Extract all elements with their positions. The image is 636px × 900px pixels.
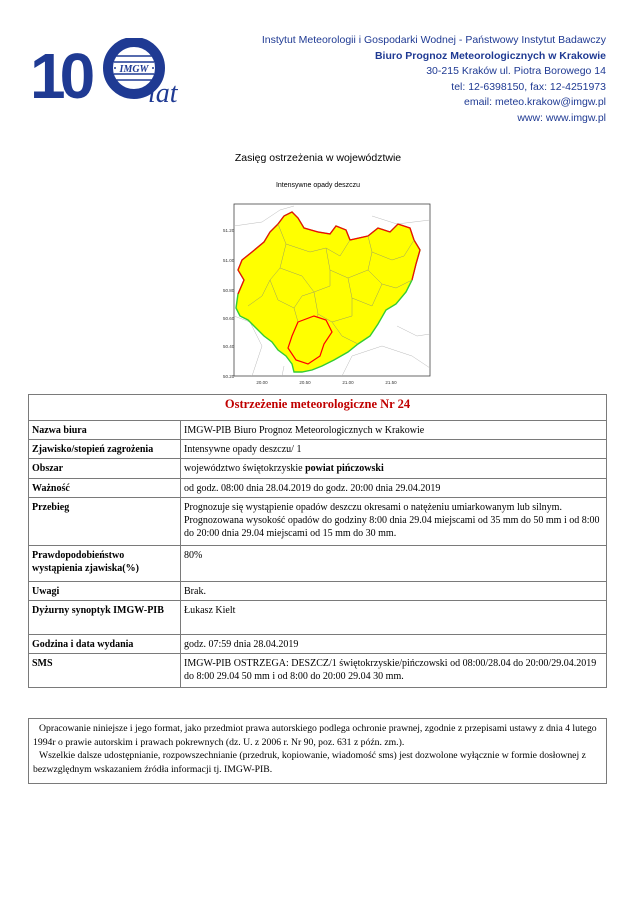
row-value-phenomenon: Intensywne opady deszczu/ 1	[181, 440, 607, 459]
warning-title-row	[29, 395, 607, 421]
row-label-issued: Godzina i data wydania	[29, 635, 181, 654]
table-row	[29, 478, 607, 497]
row-value-issued: godz. 07:59 dnia 28.04.2019	[181, 635, 607, 654]
logo-text-100	[30, 40, 93, 110]
area-voivodeship: województwo świętokrzyskie	[184, 463, 303, 475]
table-row	[29, 635, 607, 654]
row-value-remarks: Brak.	[181, 581, 607, 600]
warning-table	[28, 394, 607, 688]
office-name: Biuro Prognoz Meteorologicznych w Krakowie	[374, 49, 606, 62]
table-row	[29, 601, 607, 635]
copyright-paragraph-2: Wszelkie dalsze udostępnianie, rozpowszechnianie (przedruk, kopiowanie, wiadomość sms) jest dozwolone wyłącznie w formie dosłownej z bezwzględnym wskazaniem źródła informacji tj. IMGW-PIB.	[33, 750, 586, 775]
svg-text:50.60: 50.60	[223, 316, 235, 321]
row-label-remarks: Uwagi	[29, 581, 181, 600]
svg-text:10: 10	[30, 40, 90, 110]
email: email: meteo.krakow@imgw.pl	[464, 96, 606, 109]
table-row	[29, 421, 607, 440]
row-label-course: Przebieg	[29, 497, 181, 545]
warning-region-map	[222, 196, 434, 386]
row-label-forecaster: Dyżurny synoptyk IMGW-PIB	[29, 601, 181, 635]
row-value-office: IMGW-PIB Biuro Prognoz Meteorologicznych w Krakowie	[181, 421, 607, 440]
institute-name: Instytut Meteorologii i Gospodarki Wodnej - Państwowy Instytut Badawczy	[261, 34, 606, 46]
svg-text:20.50: 20.50	[299, 380, 311, 385]
logo-lat-text: lat	[148, 78, 178, 109]
row-label-phenomenon: Zjawisko/stopień zagrożenia	[29, 440, 181, 459]
map-title: Zasięg ostrzeżenia w województwie	[234, 152, 402, 164]
institute-header	[262, 33, 606, 127]
row-value-area	[181, 459, 607, 478]
row-value-sms: IMGW-PIB OSTRZEGA: DESZCZ/1 świętokrzyskie/pińczowski od 08:00/28.04 do 20:00/29.04.2019 do 8:00 29.04 50 mm i od 8:00 do 20:00 29.04 30 mm.	[181, 654, 607, 688]
table-row	[29, 545, 607, 581]
row-label-office: Nazwa biura	[29, 421, 181, 440]
table-row	[29, 440, 607, 459]
table-row	[29, 581, 607, 600]
map-subtitle: Intensywne opady deszczu	[275, 182, 361, 189]
row-value-validity: od godz. 08:00 dnia 28.04.2019 do godz. 20:00 dnia 29.04.2019	[181, 478, 607, 497]
svg-text:21.50: 21.50	[385, 380, 397, 385]
svg-text:50.40: 50.40	[223, 344, 235, 349]
svg-text:50.20: 50.20	[223, 374, 235, 379]
table-row	[29, 497, 607, 545]
row-label-sms: SMS	[29, 654, 181, 688]
svg-text:51.20: 51.20	[223, 228, 235, 233]
website: www: www.imgw.pl	[517, 111, 606, 124]
latitude-tick-labels	[223, 228, 235, 379]
area-county: powiat pińczowski	[305, 463, 384, 475]
svg-text:51.00: 51.00	[223, 258, 235, 263]
row-value-course: Prognozuje się wystąpienie opadów deszczu okresami o natężeniu umiarkowanym lub silnym. Prognozowana wysokość opadów do godziny 8:00 dnia 29.04 miejscami od 35 mm do 50 mm i od 8:00 do 20:00 dnia 29.04 miejscami od 15 mm do 30 mm.	[181, 497, 607, 545]
row-label-validity: Ważność	[29, 478, 181, 497]
row-value-forecaster: Łukasz Kielt	[181, 601, 607, 635]
svg-text:21.00: 21.00	[342, 380, 354, 385]
row-value-probability: 80%	[181, 545, 607, 581]
row-label-probability: Prawdopodobieństwo wystąpienia zjawiska(%)	[29, 545, 181, 581]
svg-text:50.80: 50.80	[223, 288, 235, 293]
warning-title: Ostrzeżenie meteorologiczne Nr 24	[29, 395, 607, 421]
copyright-notice	[28, 718, 607, 784]
address: 30-215 Kraków ul. Piotra Borowego 14	[426, 65, 606, 78]
table-row	[29, 654, 607, 688]
imgw-100-years-logo	[30, 38, 190, 110]
row-label-area: Obszar	[29, 459, 181, 478]
table-row	[29, 459, 607, 478]
logo-ring-text: IMGW	[119, 64, 149, 75]
longitude-tick-labels	[256, 380, 397, 385]
copyright-paragraph-1: Opracowanie niniejsze i jego format, jako przedmiot prawa autorskiego podlega ochronie prawnej, zgodnie z przepisami ustawy z dnia 4 lutego 1994r o prawie autorskim i prawach pokrewnych (dz. U. z 2006 r. Nr 90, poz. 631 z późn. zm.).	[33, 723, 597, 748]
phone-fax: tel: 12-6398150, fax: 12-4251973	[451, 80, 606, 93]
svg-text:20.00: 20.00	[256, 380, 268, 385]
